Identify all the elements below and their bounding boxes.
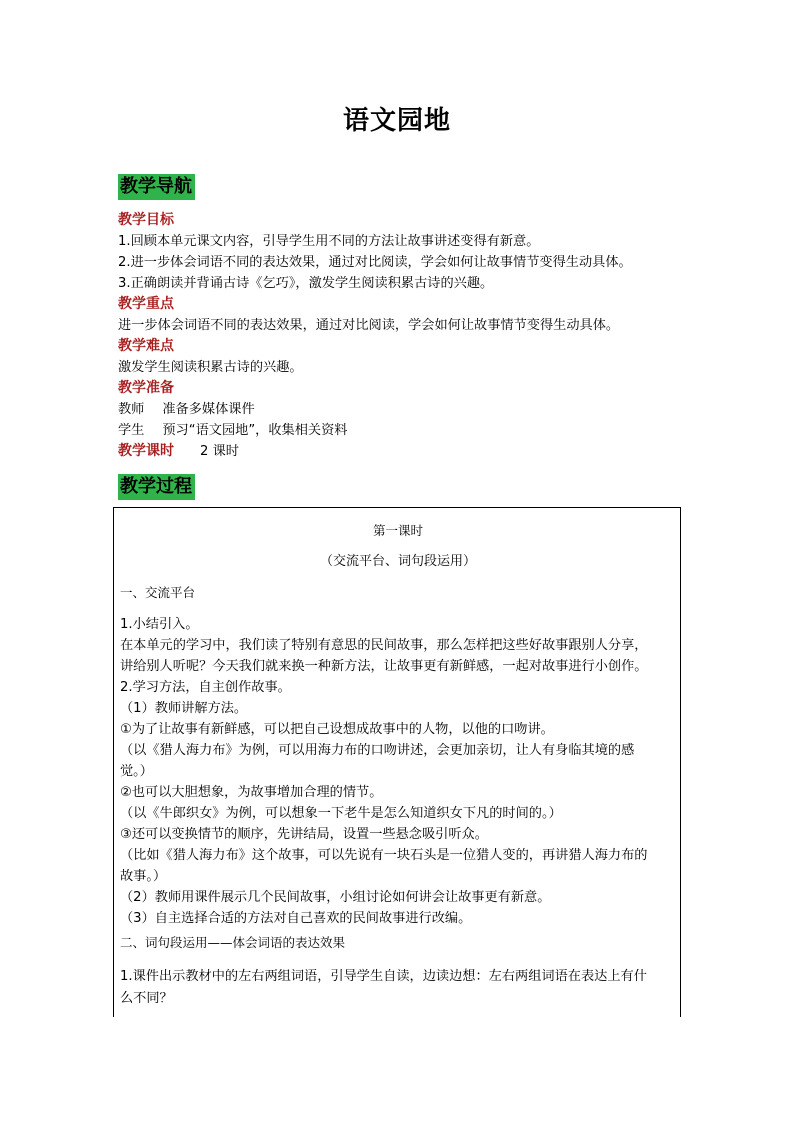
text-line: （比如《猎人海力布》这个故事，可以先说有一块石头是一位猎人变的，再讲猎人海力布的 bbox=[120, 848, 648, 863]
text-line: 1.课件出示教材中的左右两组词语，引导学生自读，边读边想：左右两组词语在表达上有什 bbox=[120, 969, 647, 984]
section-heading-process: 教学过程 bbox=[118, 474, 195, 500]
text-line: （2）教师用课件展示几个民间故事，小组讨论如何讲会让故事更有新意。 bbox=[120, 890, 551, 905]
text-line: 觉。） bbox=[120, 764, 153, 779]
word-usage-content bbox=[120, 966, 680, 1010]
prep-heading: 教学准备 bbox=[118, 380, 174, 396]
text-line: （1）教师讲解方法。 bbox=[120, 701, 248, 716]
difficulty-text: 激发学生阅读积累古诗的兴趣。 bbox=[118, 360, 303, 375]
text-line: ③还可以变换情节的顺序，先讲结局，设置一些悬念吸引听众。 bbox=[120, 827, 488, 842]
prep-teacher-label: 教师 bbox=[118, 402, 145, 417]
goal-item: 1.回顾本单元课文内容，引导学生用不同的方法让故事讲述变得有新意。 bbox=[118, 234, 540, 249]
prep-student-label: 学生 bbox=[118, 423, 145, 438]
goal-item: 3.正确朗读并背诵古诗《乞巧》，激发学生阅读积累古诗的兴趣。 bbox=[118, 276, 494, 291]
text-line: 讲给别人听呢？今天我们就来换一种新方法，让故事更有新鲜感，一起对故事进行小创作。 bbox=[120, 659, 648, 674]
text-line: （以《牛郎织女》为例，可以想象一下老牛是怎么知道织女下凡的时间的。） bbox=[120, 806, 562, 821]
lesson-table bbox=[113, 507, 681, 1017]
text-line: 1.小结引入。 bbox=[120, 617, 199, 632]
hours-heading: 教学课时 bbox=[118, 443, 174, 459]
lesson-title: 第一课时 bbox=[372, 523, 423, 538]
section-word-usage: 二、词句段运用——体会词语的表达效果 bbox=[120, 935, 346, 950]
text-line: ①为了让故事有新鲜感，可以把自己设想成故事中的人物，以他的口吻讲。 bbox=[120, 722, 554, 737]
text-line: 么不同？ bbox=[120, 991, 173, 1006]
section-heading-nav: 教学导航 bbox=[118, 174, 195, 200]
prep-teacher-text: 准备多媒体课件 bbox=[162, 402, 255, 417]
prep-student-text: 预习“语文园地”，收集相关资料 bbox=[162, 423, 348, 438]
teaching-navigation bbox=[118, 210, 678, 462]
key-text: 进一步体会词语不同的表达效果，通过对比阅读，学会如何让故事情节变得生动具体。 bbox=[118, 318, 620, 333]
text-line: ②也可以大胆想象，为故事增加合理的情节。 bbox=[120, 785, 383, 800]
exchange-content bbox=[120, 614, 680, 929]
goal-item: 2.进一步体会词语不同的表达效果，通过对比阅读，学会如何让故事情节变得生动具体。 bbox=[118, 255, 632, 270]
text-line: （以《猎人海力布》为例，可以用海力布的口吻讲述，会更加亲切，让人有身临其境的感 bbox=[120, 743, 635, 758]
prep-teacher bbox=[118, 399, 678, 420]
page-title: 语文园地 bbox=[342, 106, 451, 136]
lesson-subtitle: （交流平台、词句段运用） bbox=[319, 554, 476, 569]
text-line: 故事。） bbox=[120, 869, 167, 884]
text-line: （3）自主选择合适的方法对自己喜欢的民间故事进行改编。 bbox=[120, 911, 472, 926]
prep-student bbox=[118, 420, 678, 441]
hours-row bbox=[118, 441, 678, 462]
hours-value: 2 课时 bbox=[200, 444, 239, 459]
goals-heading: 教学目标 bbox=[118, 212, 174, 228]
text-line: 在本单元的学习中，我们读了特别有意思的民间故事，那么怎样把这些好故事跟别人分享， bbox=[120, 638, 648, 653]
key-heading: 教学重点 bbox=[118, 296, 174, 312]
difficulty-heading: 教学难点 bbox=[118, 338, 174, 354]
text-line: 2.学习方法，自主创作故事。 bbox=[120, 680, 291, 695]
section-exchange-platform: 一、交流平台 bbox=[120, 585, 196, 600]
